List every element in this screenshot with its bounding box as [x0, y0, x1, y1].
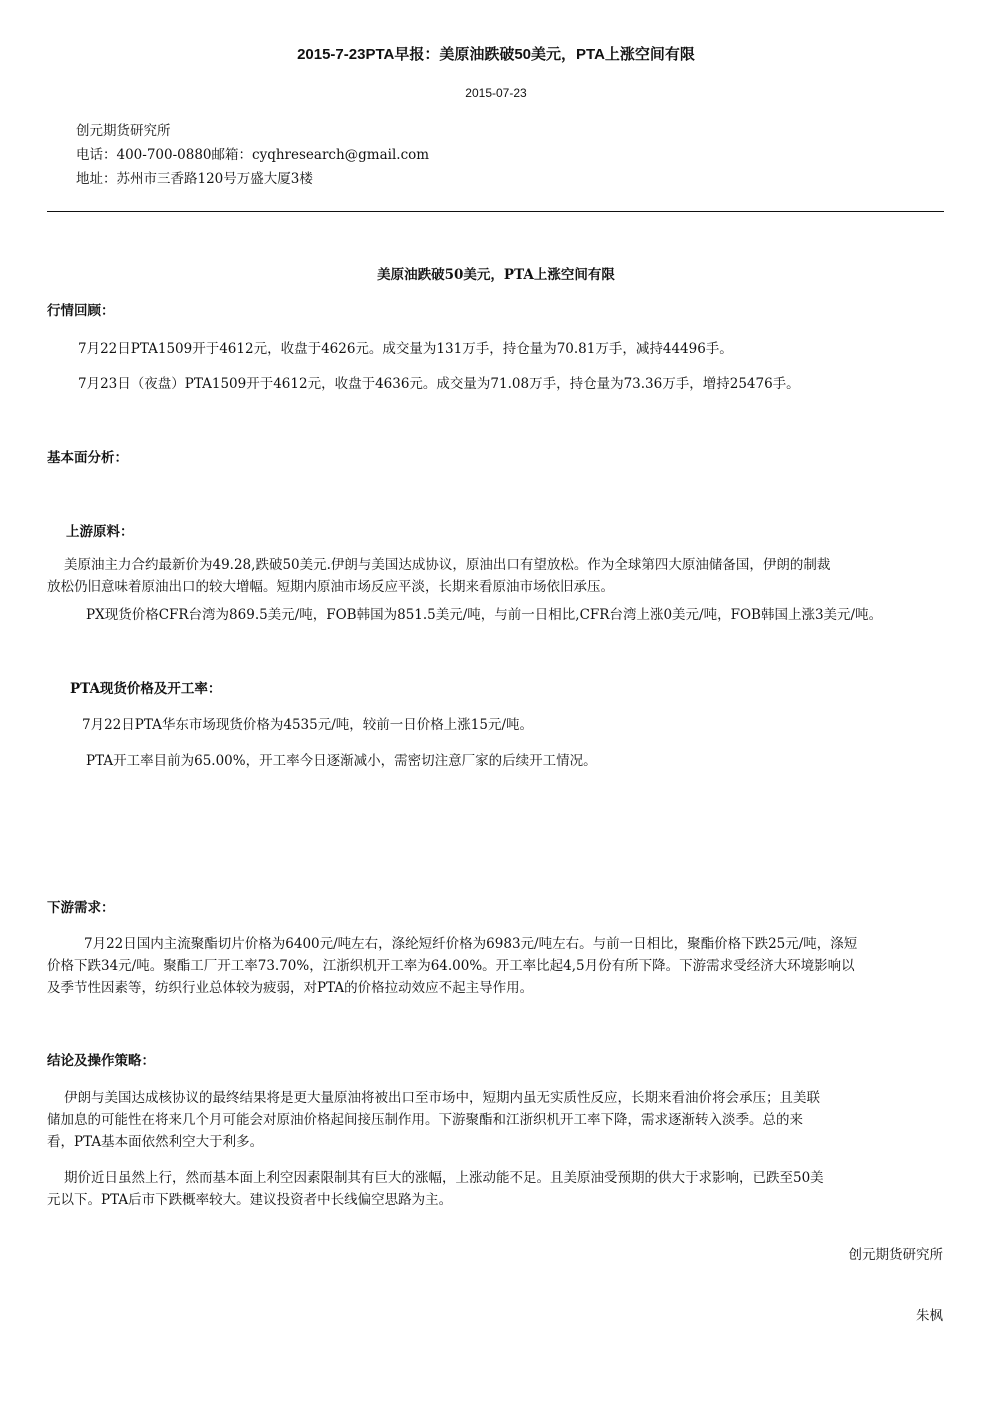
subsection-heading-pta-spot: PTA现货价格及开工率：: [70, 681, 222, 697]
pta-operating-rate-line: PTA开工率目前为65.00%，开工率今日逐渐减小，需密切注意厂家的后续开工情况。: [86, 753, 597, 769]
article-subtitle: 美原油跌破50美元，PTA上涨空间有限: [377, 267, 615, 283]
section-heading-downstream: 下游需求：: [47, 900, 115, 916]
paragraph-line: 伊朗与美国达成核协议的最终结果将是更大量原油将被出口至市场中，短期内虽无实质性反应，长期来看油价将会承压；且美联: [64, 1090, 820, 1106]
paragraph-line: 7月22日国内主流聚酯切片价格为6400元/吨左右，涤纶短纤价格为6983元/吨左右。与前一日相比，聚酯价格下跌25元/吨，涤短: [84, 936, 858, 952]
upstream-paragraph: [47, 554, 830, 598]
conclusion-paragraph-2: [47, 1167, 824, 1211]
paragraph-line: 放松仍旧意味着原油出口的较大增幅。短期内原油市场反应平淡，长期来看原油市场依旧承压。: [47, 579, 614, 595]
signature-org: 创元期货研究所: [848, 1247, 943, 1263]
section-heading-market-review: 行情回顾：: [47, 303, 115, 319]
px-price-line: PX现货价格CFR台湾为869.5美元/吨，FOB韩国为851.5美元/吨，与前一日相比,CFR台湾上涨0美元/吨，FOB韩国上涨3美元/吨。: [86, 607, 883, 623]
pta-spot-price-line: 7月22日PTA华东市场现货价格为4535元/吨，较前一日价格上涨15元/吨。: [82, 717, 533, 733]
market-review-line: 7月23日（夜盘）PTA1509开于4612元，收盘于4636元。成交量为71.08万手，持仓量为73.36万手，增持25476手。: [78, 376, 800, 392]
report-date: 2015-07-23: [465, 86, 527, 100]
header-address: 地址：苏州市三香路120号万盛大厦3楼: [76, 171, 313, 187]
header-org: 创元期货研究所: [76, 123, 171, 139]
paragraph-line: 期价近日虽然上行，然而基本面上利空因素限制其有巨大的涨幅，上涨动能不足。且美原油受预期的供大于求影响，已跌至50美: [64, 1170, 824, 1186]
header-contact: 电话：400-700-0880邮箱：cyqhresearch@gmail.com: [76, 147, 430, 163]
report-title: 2015-7-23PTA早报：美原油跌破50美元，PTA上涨空间有限: [297, 46, 695, 63]
downstream-paragraph: [47, 933, 857, 999]
market-review-line: 7月22日PTA1509开于4612元，收盘于4626元。成交量为131万手，持仓量为70.81万手，减持44496手。: [78, 341, 733, 357]
subsection-heading-upstream: 上游原料：: [66, 524, 134, 540]
section-heading-conclusion: 结论及操作策略：: [47, 1053, 155, 1069]
conclusion-paragraph-1: [47, 1087, 820, 1153]
section-heading-fundamentals: 基本面分析：: [47, 450, 128, 466]
paragraph-line: 及季节性因素等，纺织行业总体较为疲弱，对PTA的价格拉动效应不起主导作用。: [47, 980, 534, 996]
paragraph-line: 美原油主力合约最新价为49.28,跌破50美元.伊朗与美国达成协议，原油出口有望放松。作为全球第四大原油储备国，伊朗的制裁: [64, 557, 831, 573]
paragraph-line: 元以下。PTA后市下跌概率较大。建议投资者中长线偏空思路为主。: [47, 1192, 453, 1208]
paragraph-line: 价格下跌34元/吨。聚酯工厂开工率73.70%，江浙织机开工率为64.00%。开工率比起4,5月份有所下降。下游需求受经济大环境影响以: [47, 958, 855, 974]
paragraph-line: 看，PTA基本面依然利空大于利多。: [47, 1134, 264, 1150]
header-divider: [47, 211, 944, 212]
paragraph-line: 储加息的可能性在将来几个月可能会对原油价格起间接压制作用。下游聚酯和江浙织机开工率下降，需求逐渐转入淡季。总的来: [47, 1112, 803, 1128]
signature-author: 朱枫: [916, 1308, 943, 1324]
